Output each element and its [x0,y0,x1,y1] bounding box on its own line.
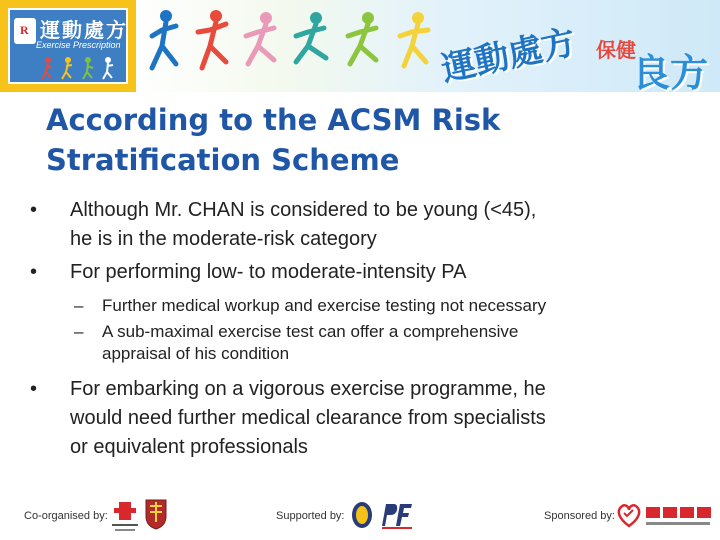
logo-subtitle: Exercise Prescription [36,40,121,50]
runner-figure [152,10,176,68]
runner-figure [246,12,274,64]
runner-figure [400,12,428,66]
bullet-marker: • [30,378,38,400]
department-of-health-logo [110,500,140,536]
slide-title [46,100,686,180]
bullet-item [26,258,706,287]
sub-bullet-marker: – [74,296,84,315]
footer [0,496,720,540]
slide-title-line: Stratification Scheme [46,143,400,177]
sub-bullet-marker: – [74,322,84,341]
bullet-line: he is in the moderate-risk category [70,228,377,250]
runner-figure [348,12,376,64]
bullet-line: would need further medical clearance from specialists [70,407,546,429]
college-crest-logo [144,498,168,530]
brand-title-exercise-prescription: 運動處方 [438,22,580,90]
primary-care-sponsor-logo [644,504,712,528]
association-badge-logo [350,500,374,530]
bullet-line: Although Mr. CHAN is considered to be young (<45), [70,199,537,221]
header-banner [0,0,720,92]
bullet-marker: • [30,199,38,221]
bullet-marker: • [30,261,38,283]
sub-bullet-line: appraisal of his condition [102,344,290,363]
sub-bullet-item [26,321,706,365]
sub-bullet-line: Further medical workup and exercise testing not necessary [102,296,547,315]
runner-figure [296,12,326,62]
bullet-item [26,375,706,462]
athletes-icon [40,54,126,80]
bullet-line: For performing low- to moderate-intensity PA [70,261,467,283]
brand-title-remedy: 良方 [632,51,709,92]
bullet-item [26,196,706,254]
logo-title: 運動處方 [40,18,128,42]
runners-illustration [146,2,446,82]
co-organised-label: Co-organised by: [24,510,108,522]
runner-figure [198,10,226,68]
exercise-prescription-logo [0,0,136,92]
pfa-logo [380,500,414,530]
brand-title-health: 保健 [596,38,636,62]
sub-bullet-item [26,295,706,317]
logo-panel [8,8,128,84]
prescription-icon [14,18,36,44]
sponsored-label: Sponsored by: [544,510,615,522]
heart-sponsor-icon [616,502,642,528]
supported-label: Supported by: [276,510,345,522]
bullet-line: or equivalent professionals [70,436,308,458]
bullet-list [26,196,706,462]
sub-bullet-line: A sub-maximal exercise test can offer a comprehensive [102,322,519,341]
bullet-line: For embarking on a vigorous exercise programme, he [70,378,546,400]
slide-title-line: According to the ACSM Risk [46,103,501,137]
